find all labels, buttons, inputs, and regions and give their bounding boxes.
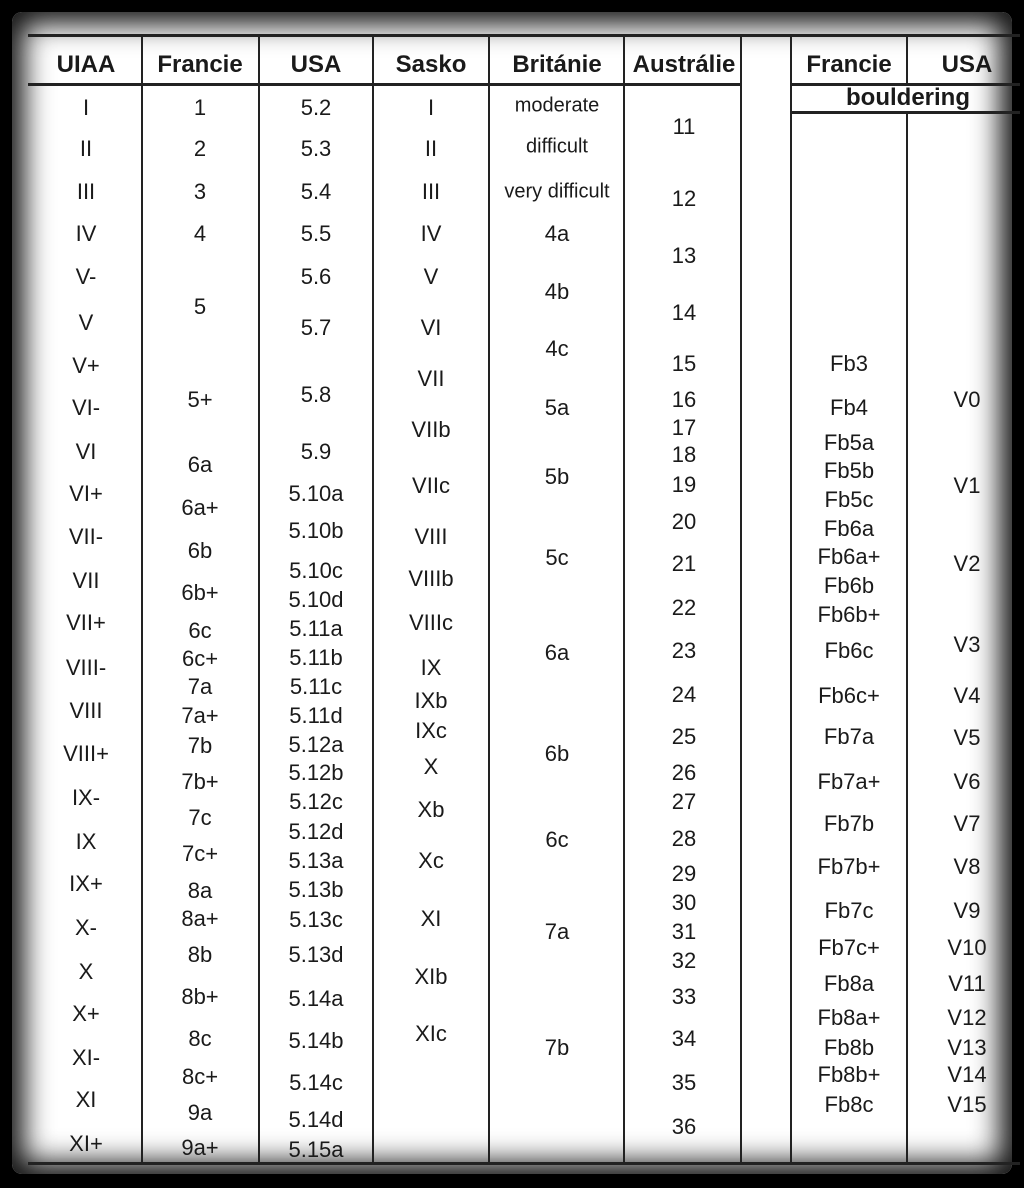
cell-sasko: VIIIc xyxy=(408,610,454,635)
cell-sasko: IXc xyxy=(415,718,447,743)
cell-bould-francie: Fb8c xyxy=(824,1092,874,1117)
cell-uiaa: III xyxy=(76,179,96,204)
cell-francie: 8a+ xyxy=(181,906,219,931)
cell-francie: 8b+ xyxy=(181,984,219,1009)
cell-bould-francie: Fb6a xyxy=(823,516,875,541)
cell-bould-usa: V4 xyxy=(953,683,981,708)
cell-usa: 5.12b xyxy=(288,760,344,785)
cell-bould-francie: Fb8b xyxy=(823,1035,875,1060)
cell-uiaa: V+ xyxy=(72,353,100,378)
cell-usa: 5.3 xyxy=(300,136,332,161)
cell-australie: 13 xyxy=(671,243,697,268)
page-frame xyxy=(12,12,1012,1174)
cell-uiaa: X+ xyxy=(72,1001,100,1026)
cell-bould-usa: V14 xyxy=(947,1062,987,1087)
cell-francie: 4 xyxy=(193,221,207,246)
cell-francie: 7c xyxy=(188,805,212,830)
cell-bould-francie: Fb6c+ xyxy=(818,683,880,708)
cell-uiaa: V- xyxy=(75,264,97,289)
cell-bould-usa: V15 xyxy=(947,1092,987,1117)
cell-britanie: difficult xyxy=(526,135,588,158)
table-top-border xyxy=(28,34,1020,37)
cell-australie: 24 xyxy=(671,682,697,707)
cell-uiaa: VIII- xyxy=(65,655,107,680)
col-divider-6 xyxy=(740,34,742,1164)
cell-australie: 36 xyxy=(671,1114,697,1139)
cell-usa: 5.15a xyxy=(288,1137,344,1162)
cell-britanie: 6a xyxy=(544,640,570,665)
cell-bould-usa: V3 xyxy=(953,632,981,657)
cell-australie: 21 xyxy=(671,551,697,576)
cell-francie: 8b xyxy=(187,942,213,967)
cell-usa: 5.13b xyxy=(288,877,344,902)
cell-francie: 7a xyxy=(187,674,213,699)
col-divider-5 xyxy=(623,34,625,1164)
cell-britanie: 7a xyxy=(544,919,570,944)
cell-uiaa: VIII xyxy=(69,698,103,723)
cell-usa: 5.7 xyxy=(300,315,332,340)
cell-usa: 5.14a xyxy=(288,986,344,1011)
cell-francie: 2 xyxy=(193,136,207,161)
cell-britanie: moderate xyxy=(514,94,600,117)
cell-bould-usa: V7 xyxy=(953,811,981,836)
cell-bould-francie: Fb8a+ xyxy=(817,1005,881,1030)
cell-francie: 6c xyxy=(188,618,212,643)
cell-britanie: 5a xyxy=(544,395,570,420)
cell-bould-usa: V2 xyxy=(953,551,981,576)
cell-francie: 7c+ xyxy=(181,841,219,866)
cell-britanie: 5c xyxy=(545,545,569,570)
cell-bould-francie: Fb8a xyxy=(823,971,875,996)
cell-sasko: X xyxy=(423,754,439,779)
cell-bould-francie: Fb7a xyxy=(823,724,875,749)
cell-australie: 12 xyxy=(671,186,697,211)
cell-australie: 19 xyxy=(671,472,697,497)
cell-australie: 34 xyxy=(671,1026,697,1051)
cell-britanie: 6c xyxy=(545,827,569,852)
cell-francie: 9a xyxy=(187,1100,213,1125)
cell-usa: 5.10a xyxy=(288,481,344,506)
cell-francie: 1 xyxy=(193,95,207,120)
cell-australie: 20 xyxy=(671,509,697,534)
cell-francie: 8a xyxy=(187,878,213,903)
cell-sasko: III xyxy=(421,179,441,204)
header-australie: Austrálie xyxy=(632,51,736,78)
col-divider-3 xyxy=(372,34,374,1164)
cell-australie: 33 xyxy=(671,984,697,1009)
cell-bould-francie: Fb3 xyxy=(830,351,868,376)
cell-bould-francie: Fb6b+ xyxy=(817,602,881,627)
cell-australie: 28 xyxy=(671,826,697,851)
header-sasko: Sasko xyxy=(395,51,467,78)
table-bottom-border xyxy=(28,1162,1020,1165)
header-bould-usa: USA xyxy=(941,51,993,78)
cell-usa: 5.2 xyxy=(300,95,332,120)
cell-usa: 5.13c xyxy=(289,907,343,932)
cell-uiaa: IV xyxy=(75,221,97,246)
cell-bould-usa: V5 xyxy=(953,725,981,750)
cell-australie: 30 xyxy=(671,890,697,915)
cell-bould-francie: Fb6a+ xyxy=(817,544,881,569)
cell-australie: 16 xyxy=(671,387,697,412)
cell-francie: 6b xyxy=(187,538,213,563)
cell-sasko: VIIb xyxy=(411,417,451,442)
cell-britanie: 5b xyxy=(544,464,570,489)
cell-uiaa: IX+ xyxy=(69,871,103,896)
cell-francie: 7a+ xyxy=(181,703,219,728)
cell-britanie: 7b xyxy=(544,1035,570,1060)
cell-usa: 5.14b xyxy=(288,1028,344,1053)
cell-uiaa: V xyxy=(78,310,94,335)
cell-uiaa: VII xyxy=(72,568,100,593)
cell-australie: 27 xyxy=(671,789,697,814)
cell-sasko: Xb xyxy=(417,797,445,822)
cell-usa: 5.13d xyxy=(288,942,344,967)
cell-francie: 5+ xyxy=(187,387,213,412)
cell-australie: 14 xyxy=(671,300,697,325)
cell-bould-francie: Fb8b+ xyxy=(817,1062,881,1087)
col-divider-7 xyxy=(790,34,792,1164)
cell-uiaa: X- xyxy=(75,915,97,940)
cell-usa: 5.8 xyxy=(300,382,332,407)
cell-australie: 18 xyxy=(671,442,697,467)
cell-usa: 5.12d xyxy=(288,819,344,844)
cell-uiaa: IX- xyxy=(71,785,101,810)
cell-bould-usa: V12 xyxy=(947,1005,987,1030)
cell-sasko: V xyxy=(423,264,439,289)
cell-francie: 7b+ xyxy=(181,769,219,794)
cell-usa: 5.12c xyxy=(289,789,343,814)
cell-uiaa: VI+ xyxy=(69,481,103,506)
cell-francie: 7b xyxy=(187,733,213,758)
cell-australie: 23 xyxy=(671,638,697,663)
cell-bould-usa: V11 xyxy=(948,971,986,996)
cell-usa: 5.10b xyxy=(288,518,344,543)
cell-usa: 5.11b xyxy=(289,645,343,670)
cell-sasko: II xyxy=(424,136,438,161)
cell-sasko: VIIc xyxy=(412,473,450,498)
cell-usa: 5.11a xyxy=(289,616,343,641)
header-bouldering: bouldering xyxy=(846,84,970,111)
cell-sasko: XIb xyxy=(414,964,448,989)
cell-australie: 17 xyxy=(671,415,697,440)
cell-australie: 22 xyxy=(671,595,697,620)
col-divider-4 xyxy=(488,34,490,1164)
header-usa: USA xyxy=(290,51,342,78)
cell-britanie: 4a xyxy=(544,221,570,246)
cell-francie: 9a+ xyxy=(181,1135,219,1160)
cell-uiaa: VIII+ xyxy=(63,741,109,766)
cell-francie: 6b+ xyxy=(181,580,219,605)
cell-bould-francie: Fb5c xyxy=(824,487,874,512)
cell-francie: 6a xyxy=(187,452,213,477)
cell-australie: 15 xyxy=(671,351,697,376)
header-bottom-border xyxy=(28,83,740,86)
cell-sasko: VI xyxy=(420,315,442,340)
cell-australie: 32 xyxy=(671,948,697,973)
cell-usa: 5.14c xyxy=(289,1070,343,1095)
cell-bould-francie: Fb7a+ xyxy=(817,769,881,794)
cell-uiaa: IX xyxy=(75,829,97,854)
cell-usa: 5.5 xyxy=(300,221,332,246)
cell-britanie: very difficult xyxy=(504,180,610,203)
cell-bould-usa: V9 xyxy=(953,898,981,923)
cell-australie: 25 xyxy=(671,724,697,749)
cell-uiaa: XI+ xyxy=(69,1131,103,1156)
col-divider-2 xyxy=(258,34,260,1164)
cell-sasko: VII xyxy=(417,366,445,391)
col-divider-1 xyxy=(141,34,143,1164)
cell-usa: 5.13a xyxy=(288,848,344,873)
cell-sasko: VIII xyxy=(414,524,448,549)
header-francie: Francie xyxy=(157,51,243,78)
cell-bould-usa: V13 xyxy=(947,1035,987,1060)
cell-uiaa: X xyxy=(78,959,94,984)
cell-uiaa: XI xyxy=(75,1087,97,1112)
cell-bould-usa: V1 xyxy=(953,473,981,498)
header-britanie: Británie xyxy=(512,51,602,78)
header-bould-francie: Francie xyxy=(806,51,892,78)
cell-uiaa: VII- xyxy=(68,524,104,549)
header-uiaa: UIAA xyxy=(56,51,116,78)
cell-bould-francie: Fb7b xyxy=(823,811,875,836)
cell-usa: 5.14d xyxy=(288,1107,344,1132)
cell-bould-francie: Fb7b+ xyxy=(817,854,881,879)
cell-francie: 3 xyxy=(193,179,207,204)
cell-usa: 5.10c xyxy=(289,558,343,583)
cell-usa: 5.11c xyxy=(289,674,343,699)
cell-bould-francie: Fb5b xyxy=(823,458,875,483)
cell-francie: 5 xyxy=(193,294,207,319)
cell-usa: 5.4 xyxy=(300,179,332,204)
grade-comparison-table xyxy=(28,34,1020,1174)
cell-usa: 5.6 xyxy=(300,264,332,289)
cell-sasko: IX xyxy=(420,655,442,680)
cell-britanie: 4b xyxy=(544,279,570,304)
cell-francie: 8c xyxy=(188,1026,212,1051)
cell-britanie: 4c xyxy=(545,336,569,361)
cell-francie: 6a+ xyxy=(181,495,219,520)
cell-sasko: XI xyxy=(420,906,442,931)
cell-bould-francie: Fb4 xyxy=(830,395,868,420)
cell-australie: 31 xyxy=(671,919,697,944)
cell-uiaa: VI xyxy=(75,439,97,464)
cell-bould-francie: Fb6b xyxy=(823,573,875,598)
cell-uiaa: II xyxy=(79,136,93,161)
cell-sasko: XIc xyxy=(415,1021,447,1046)
cell-australie: 26 xyxy=(671,760,697,785)
cell-bould-francie: Fb5a xyxy=(823,430,875,455)
cell-bould-francie: Fb6c xyxy=(824,638,874,663)
cell-uiaa: VII+ xyxy=(66,610,106,635)
cell-usa: 5.12a xyxy=(288,732,344,757)
cell-bould-usa: V10 xyxy=(947,935,987,960)
cell-usa: 5.11d xyxy=(289,703,343,728)
cell-uiaa: I xyxy=(82,95,90,120)
cell-sasko: VIIIb xyxy=(408,566,454,591)
col-divider-8-body xyxy=(906,113,908,1164)
cell-australie: 29 xyxy=(671,861,697,886)
cell-uiaa: VI- xyxy=(71,395,101,420)
cell-bould-usa: V6 xyxy=(953,769,981,794)
col-divider-8-top xyxy=(906,34,908,84)
cell-australie: 11 xyxy=(672,114,696,139)
cell-bould-francie: Fb7c xyxy=(824,898,874,923)
cell-francie: 8c+ xyxy=(181,1064,219,1089)
cell-bould-usa: V0 xyxy=(953,387,981,412)
cell-uiaa: XI- xyxy=(71,1045,101,1070)
cell-sasko: I xyxy=(427,95,435,120)
cell-bould-francie: Fb7c+ xyxy=(818,935,880,960)
cell-usa: 5.9 xyxy=(300,439,332,464)
cell-bould-usa: V8 xyxy=(953,854,981,879)
cell-britanie: 6b xyxy=(544,741,570,766)
cell-sasko: Xc xyxy=(418,848,444,873)
cell-australie: 35 xyxy=(671,1070,697,1095)
cell-sasko: IV xyxy=(420,221,442,246)
cell-sasko: IXb xyxy=(414,688,448,713)
cell-francie: 6c+ xyxy=(181,646,219,671)
cell-usa: 5.10d xyxy=(288,587,344,612)
